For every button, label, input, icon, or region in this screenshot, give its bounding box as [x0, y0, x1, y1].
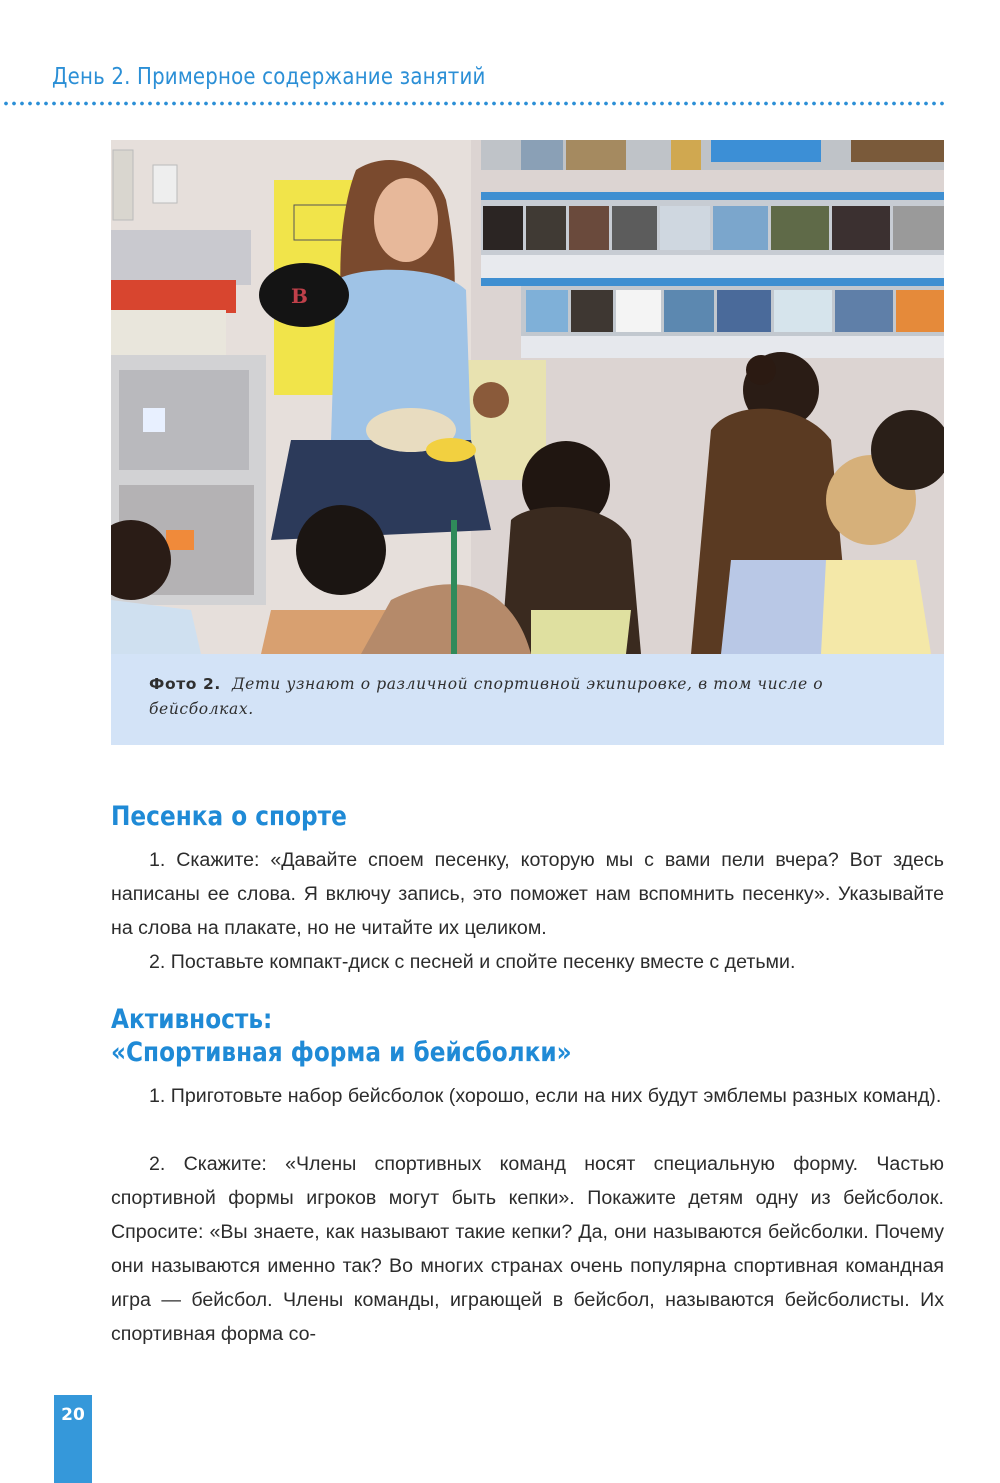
section-heading-song: Песенка о спорте [111, 801, 347, 832]
dotted-divider [2, 101, 944, 106]
photo-caption [149, 672, 909, 722]
song-paragraph-1: 1. Скажите: «Давайте споем песенку, которую мы с вами пели вчера? Вот здесь написаны ее слова. Я включу запись, это поможет нам вспомнить песенку». Указывайте на слова на плакате, но не читайте их целиком. [111, 849, 944, 939]
page-number: 20 [61, 1405, 85, 1425]
section-heading-activity-line2: «Спортивная форма и бейсболки» [111, 1037, 572, 1068]
classroom-photo [111, 140, 944, 654]
photo-caption-box [111, 654, 944, 745]
song-paragraph-2: 2. Поставьте компакт-диск с песней и спойте песенку вместе с детьми. [149, 951, 796, 973]
caption-text: Дети узнают о различной спортивной экипировке, в том числе о бейсболках. [149, 675, 824, 718]
photo-illustration [111, 140, 944, 654]
caption-label: Фото 2. [149, 675, 221, 693]
section-heading-activity-line1: Активность: [111, 1004, 273, 1035]
photo-figure [111, 140, 944, 745]
svg-text:B: B [291, 284, 308, 308]
activity-paragraph-2: 2. Скажите: «Члены спортивных команд носят специальную форму. Частью спортивной формы игроков могут быть кепки». Покажите детям одну из бейсболок. Спросите: «Вы знаете, как называют такие кепки? Да, они называются бейсболки. Почему они называются именно так? Во многих странах очень популярна спортивная командная игра — бейсбол. Члены команды, играющей в бейсбол, называются бейсболисты. Их спортивная форма со- [111, 1153, 944, 1345]
running-head-title: День 2. Примерное содержание занятий [52, 64, 486, 90]
page-number-tab [54, 1395, 92, 1483]
activity-paragraph-1: 1. Приготовьте набор бейсболок (хорошо, если на них будут эмблемы разных команд). [149, 1085, 942, 1107]
